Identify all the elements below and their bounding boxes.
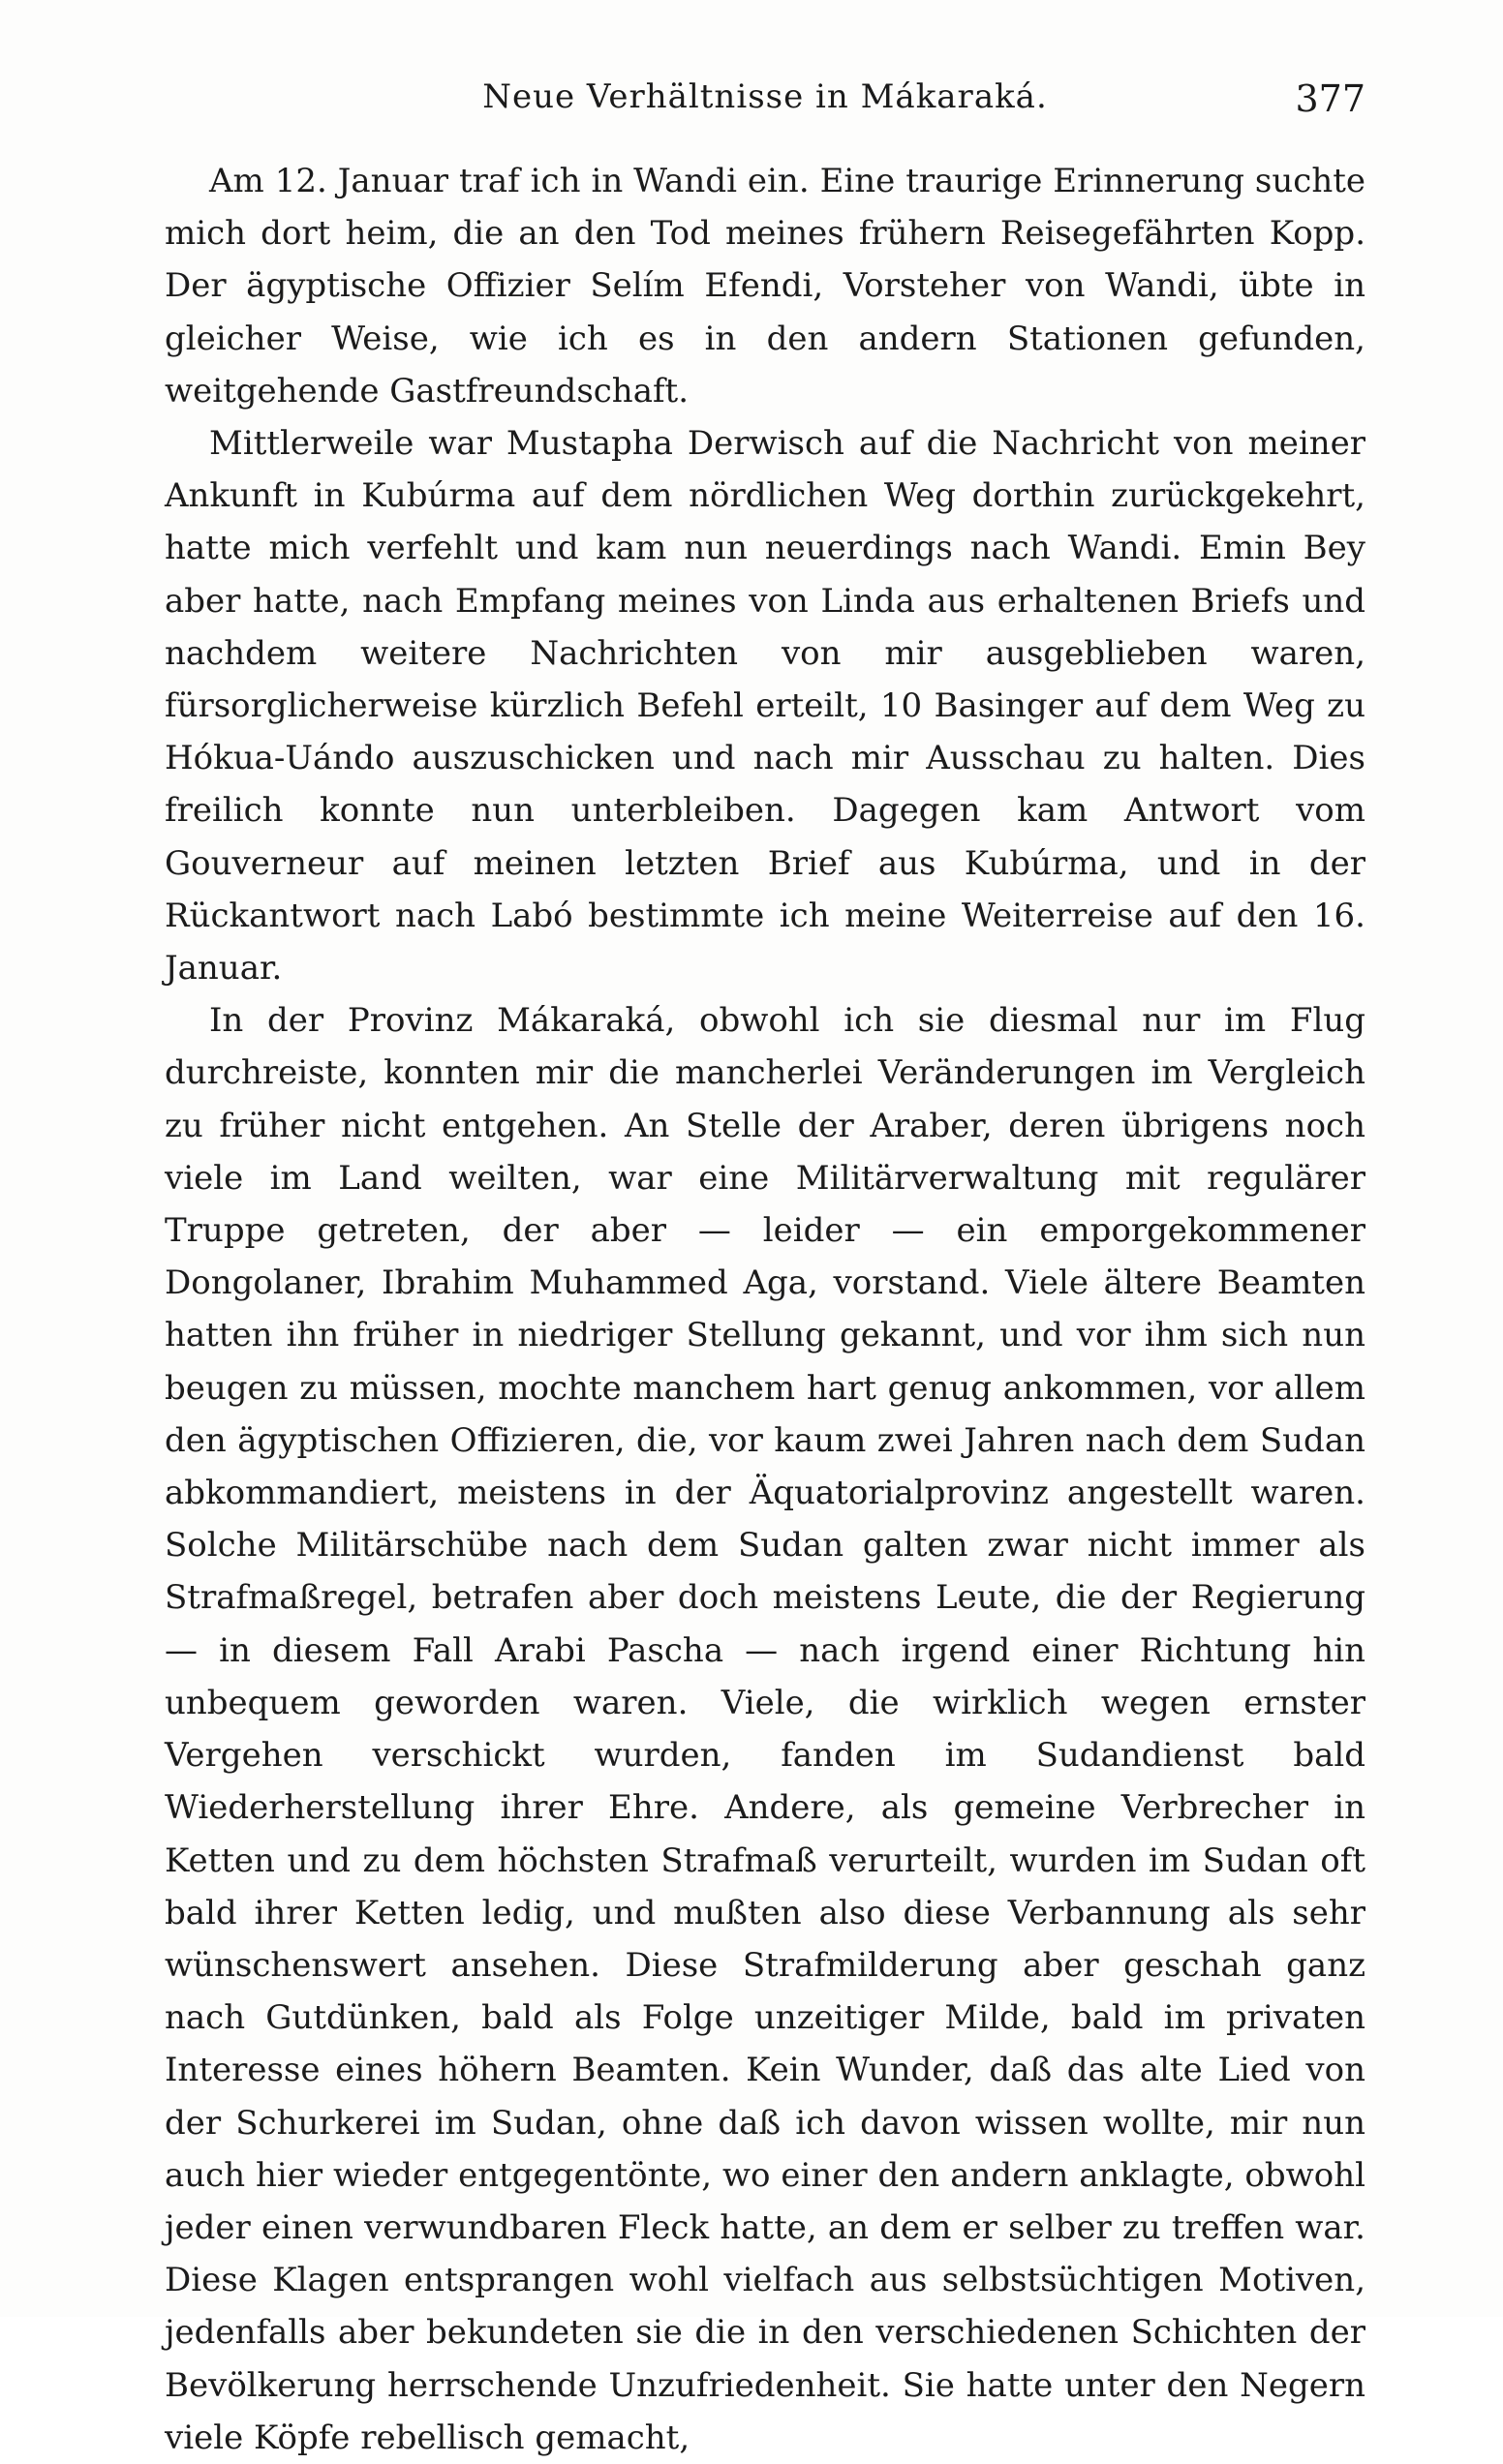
paragraph-3: In der Provinz Mákaraká, obwohl ich sie diesmal nur im Flug durchreiste, konnten mir die mancherlei Veränderungen im Vergleich zu früher nicht entgehen. An Stelle der Araber, deren übrigens noch viele im Land weilten, war eine Militärverwaltung mit regulärer Truppe getreten, der aber — leider — ein emporgekommener Dongolaner, Ibrahim Muhammed Aga, vorstand. Viele ältere Beamten hatten ihn früher in niedriger Stellung gekannt, und vor ihm sich nun beugen zu müssen, mochte manchem hart genug ankommen, vor allem den ägyptischen Offizieren, die, vor kaum zwei Jahren nach dem Sudan abkommandiert, meistens in der Äquatorialprovinz angestellt waren. Solche Militärschübe nach dem Sudan galten zwar nicht immer als Strafmaßregel, betrafen aber doch meistens Leute, die der Regierung — in diesem Fall Arabi Pascha — nach irgend einer Richtung hin unbequem geworden waren. Viele, die wirklich wegen ernster Vergehen verschickt wurden, fanden im Sudandienst bald Wiederherstellung ihrer Ehre. Andere, als gemeine Verbrecher in Ketten und zu dem höchsten Strafmaß verurteilt, wurden im Sudan oft bald ihrer Ketten ledig, und mußten also diese Verbannung als sehr wünschenswert ansehen. Diese Strafmilderung aber geschah ganz nach Gutdünken, bald als Folge unzeitiger Milde, bald im privaten Interesse eines höhern Beamten. Kein Wunder, daß das alte Lied von der Schurkerei im Sudan, ohne daß ich davon wissen wollte, mir nun auch hier wieder entgegentönte, wo einer den andern anklagte, obwohl jeder einen verwundbaren Fleck hatte, an dem er selber zu treffen war. Diese Klagen entsprangen wohl vielfach aus selbstsüchtigen Motiven, jedenfalls aber bekundeten sie die in den verschiedenen Schichten der Bevölkerung herrschende Unzufriedenheit. Sie hatte unter den Negern viele Köpfe rebellisch gemacht, (165, 1001, 1365, 2457)
paragraph-2: Mittlerweile war Mustapha Derwisch auf die Nachricht von meiner Ankunft in Kubúrma auf dem nördlichen Weg dorthin zurückgekehrt, hatte mich verfehlt und kam nun neuerdings nach Wandi. Emin Bey aber hatte, nach Empfang meines von Linda aus erhaltenen Briefs und nachdem weitere Nachrichten von mir ausgeblieben waren, fürsorglicherweise kürzlich Befehl erteilt, 10 Basinger auf dem Weg zu Hókua-Uándo auszuschicken und nach mir Ausschau zu halten. Dies freilich konnte nun unterbleiben. Dagegen kam Antwort vom Gouverneur auf meinen letzten Brief aus Kubúrma, und in der Rückantwort nach Labó bestimmte ich meine Weiterreise auf den 16. Januar. (165, 424, 1365, 989)
page-number: 377 (1295, 77, 1365, 120)
paragraph-1: Am 12. Januar traf ich in Wandi ein. Eine traurige Erinnerung suchte mich dort heim, die an den Tod meines frühern Reisegefährten Kopp. Der ägyptische Offizier Selím Efendi, Vorsteher von Wandi, übte in gleicher Weise, wie ich es in den andern Stationen gefunden, weitgehende Gastfreundschaft. (165, 162, 1365, 411)
running-title: Neue Verhältnisse in Mákaraká. (482, 77, 1048, 116)
running-head (165, 77, 1365, 136)
body-text (165, 155, 1365, 2464)
